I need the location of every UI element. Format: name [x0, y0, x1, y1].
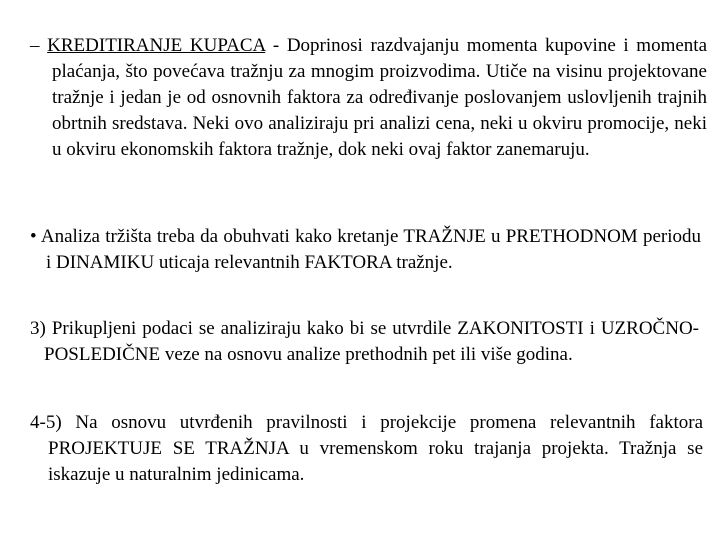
paragraph-text: Analiza tržišta treba da obuhvati kako kretanje TRAŽNJE u PRETHODNOM periodu i DINAMIKU uticaja relevantnih FAKTORA tražnje.	[40, 226, 701, 273]
paragraph-prikupljeni-podaci	[30, 316, 699, 368]
bullet-marker: •	[30, 226, 37, 247]
number-marker: 3)	[30, 318, 46, 339]
paragraph-analiza-trzista	[30, 224, 701, 276]
paragraph-text: Prikupljeni podaci se analiziraju kako bi se utvrdile ZAKONITOSTI i UZROČNO-POSLEDIČNE veze na osnovu analize prethodnih pet ili više godina.	[44, 318, 699, 365]
paragraph-text: Na osnovu utvrđenih pravilnosti i projekcije promena relevantnih faktora PROJEKTUJE SE TRAŽNJA u vremenskom roku trajanja projekta. Tražnja se iskazuje u naturalnim jedinicama.	[48, 412, 703, 485]
paragraph-projekcija-traznje	[30, 410, 703, 488]
term-kreditiranje-kupaca: KREDITIRANJE KUPACA	[47, 35, 266, 56]
paragraph-kreditiranje-kupaca	[30, 33, 707, 163]
dash-marker: –	[30, 35, 40, 56]
paragraph-text: - Doprinosi razdvajanju momenta kupovine i momenta plaćanja, što povećava tražnju za mnogim proizvodima. Utiče na visinu projektovane tražnje i jedan je od osnovnih faktora za određivanje poslovanjem uslovljenih trajnih obrtnih sredstava. Neki ovo analiziraju pri analizi cena, neki u okviru promocije, neki u okviru ekonomskih faktora tražnje, dok neki ovaj faktor zanemaruju.	[52, 35, 708, 160]
number-marker: 4-5)	[30, 412, 62, 433]
